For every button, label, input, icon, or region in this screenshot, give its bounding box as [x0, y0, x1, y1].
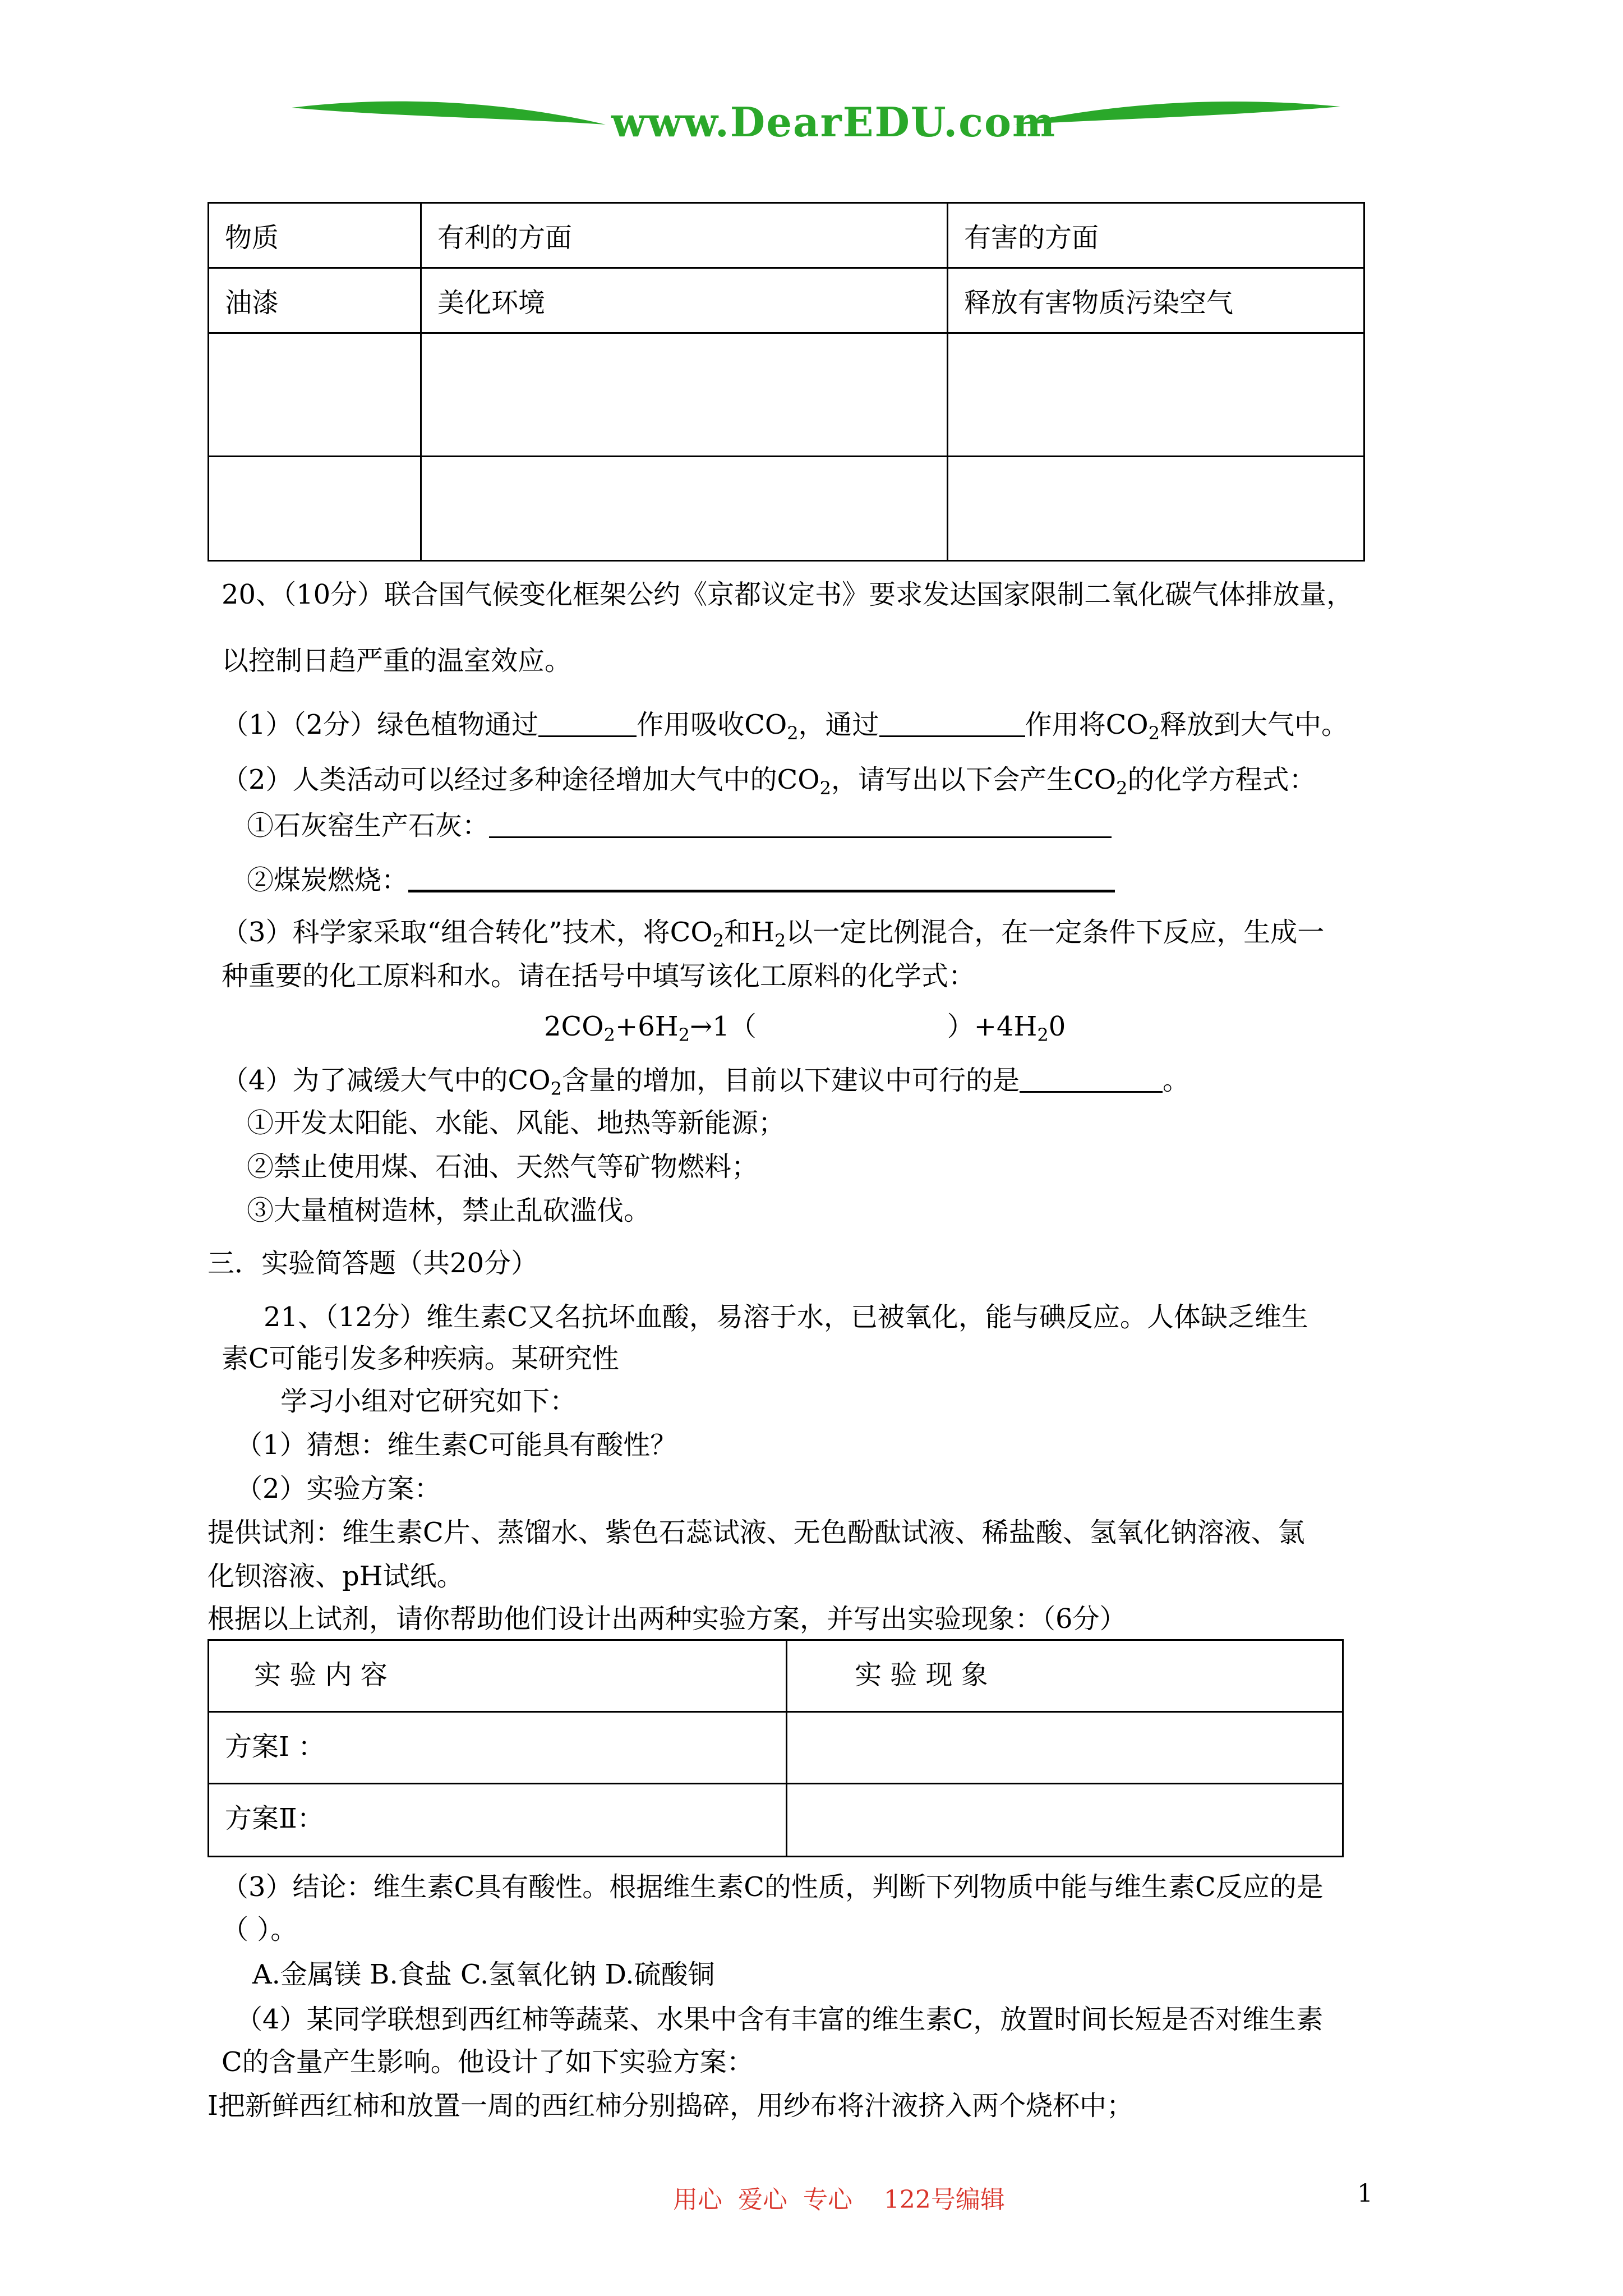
- table-row: [209, 268, 1364, 333]
- subscript: 2: [1148, 723, 1160, 744]
- q20-part1-text: ，通过: [798, 709, 879, 740]
- subscript: 2: [712, 930, 725, 951]
- subscript: 2: [603, 1024, 615, 1046]
- q21-part2: （2）实验方案：: [236, 1473, 441, 1504]
- subscript: 2: [787, 723, 799, 744]
- q20-part2: [222, 763, 1316, 805]
- answer-blank[interactable]: [1020, 1064, 1163, 1093]
- table-cell[interactable]: [209, 333, 421, 457]
- equation-text: 0: [1048, 1011, 1066, 1042]
- q20-part4-text: 含量的增加，目前以下建议中可行的是: [561, 1065, 1020, 1096]
- table-header-cell: 有利的方面: [421, 203, 948, 268]
- q20-part1: [222, 708, 1348, 750]
- table-row: [209, 1784, 1343, 1857]
- subscript: 2: [678, 1024, 690, 1046]
- q20-part2-i: [247, 809, 1112, 843]
- equation-text: 2CO: [544, 1011, 604, 1042]
- footer-text: 用心 爱心 专心 122号编辑: [673, 2185, 1005, 2214]
- q20-option-3: ③大量植树造林，禁止乱砍滥伐。: [247, 1195, 651, 1226]
- q20-part3-line1: [222, 915, 1324, 958]
- q21-line1: 21、（12分）维生素C又名抗坏血酸，易溶于水，已被氧化，能与碘反应。人体缺乏维生: [264, 1301, 1308, 1333]
- page-number: 1: [1357, 2179, 1373, 2208]
- q21-step1: Ⅰ把新鲜西红柿和放置一周的西红柿分别捣碎，用纱布将汁液挤入两个烧杯中；: [208, 2090, 1133, 2122]
- experiment-table: [208, 1639, 1344, 1857]
- q20-part1-text: （1）（2分）绿色植物通过: [222, 709, 539, 740]
- equation-text: ）+4H: [947, 1011, 1038, 1042]
- subscript: 2: [774, 930, 786, 951]
- chemical-equation: [544, 1010, 1066, 1052]
- table-row: [209, 333, 1364, 457]
- table-cell[interactable]: [948, 457, 1364, 561]
- equation-text: →1（: [689, 1011, 757, 1042]
- table-header-cell: 有害的方面: [948, 203, 1364, 268]
- table-row: [209, 1712, 1343, 1784]
- q20-option-2: ②禁止使用煤、石油、天然气等矿物燃料；: [247, 1151, 759, 1182]
- left-swoosh-icon: [292, 102, 606, 125]
- table-cell[interactable]: [787, 1784, 1343, 1857]
- q21-part1: （1）猜想：维生素C可能具有酸性？: [236, 1429, 677, 1461]
- q20-part2-ii: [247, 863, 1115, 897]
- q20-part2-text: 的化学方程式：: [1127, 764, 1316, 795]
- q21-reagents-line2: 化钡溶液、pH试纸。: [208, 1561, 464, 1592]
- q20-part4: [222, 1064, 1189, 1106]
- table-row: [209, 203, 1364, 268]
- table-row: [209, 457, 1364, 561]
- subscript: 2: [819, 777, 831, 799]
- table-cell[interactable]: [421, 457, 948, 561]
- q21-line3: 学习小组对它研究如下：: [280, 1386, 577, 1417]
- q20-part3-text: 以一定比例混合，在一定条件下反应，生成一: [786, 917, 1325, 948]
- table-cell: 释放有害物质污染空气: [948, 268, 1364, 333]
- table-row: [209, 1640, 1343, 1712]
- q20-part2-i-label: ①石灰窑生产石灰：: [247, 810, 490, 841]
- answer-blank[interactable]: [538, 708, 637, 737]
- q20-part2-ii-label: ②煤炭燃烧：: [247, 864, 409, 896]
- table-cell[interactable]: [948, 333, 1364, 457]
- q20-part3-text: 和H: [724, 917, 774, 948]
- section-title: 三．实验简答题（共20分）: [208, 1248, 538, 1279]
- equation-text: +6H: [615, 1011, 679, 1042]
- substance-table: [208, 202, 1365, 562]
- q20-part2-text: （2）人类活动可以经过多种途径增加大气中的CO: [222, 764, 820, 795]
- right-swoosh-icon: [1015, 102, 1340, 125]
- q20-part1-text: 作用将CO: [1025, 709, 1149, 740]
- table-header-cell: 实 验 现 象: [787, 1640, 1343, 1712]
- table-cell[interactable]: [209, 457, 421, 561]
- q20-part1-text: 释放到大气中。: [1160, 709, 1349, 740]
- subscript: 2: [1037, 1024, 1049, 1046]
- table-cell: 油漆: [209, 268, 421, 333]
- table-cell[interactable]: 方案Ⅱ：: [209, 1784, 787, 1857]
- table-cell[interactable]: 方案Ⅰ ：: [209, 1712, 787, 1784]
- q20-option-1: ①开发太阳能、水能、风能、地热等新能源；: [247, 1107, 786, 1139]
- subscript: 2: [1116, 777, 1128, 799]
- table-cell: 美化环境: [421, 268, 948, 333]
- subscript: 2: [550, 1078, 562, 1099]
- answer-blank[interactable]: [879, 708, 1025, 737]
- q21-reagents-line1: 提供试剂：维生素C片、蒸馏水、紫色石蕊试液、无色酚酞试液、稀盐酸、氢氧化钠溶液、氯: [208, 1517, 1305, 1548]
- q20-part3-text: （3）科学家采取“组合转化”技术，将CO: [222, 917, 713, 948]
- table-cell[interactable]: [421, 333, 948, 457]
- table-header-cell: 实 验 内 容: [209, 1640, 787, 1712]
- table-header-cell: 物质: [209, 203, 421, 268]
- q20-part4-text: 。: [1163, 1065, 1190, 1096]
- q20-part2-text: ，请写出以下会产生CO: [831, 764, 1117, 795]
- q21-part4-line1: （4）某同学联想到西红柿等蔬菜、水果中含有丰富的维生素C，放置时间长短是否对维生素: [236, 2004, 1324, 2035]
- q20-part3-line2: 种重要的化工原料和水。请在括号中填写该化工原料的化学式：: [222, 960, 976, 992]
- table-cell[interactable]: [787, 1712, 1343, 1784]
- q21-line2: 素C可能引发多种疾病。某研究性: [222, 1343, 619, 1374]
- q21-part3-options: A.金属镁 B.食盐 C.氢氧化钠 D.硫酸铜: [252, 1959, 715, 1990]
- q21-part3-line2: （ ）。: [222, 1914, 298, 1945]
- q21-part3-line1: （3）结论：维生素C具有酸性。根据维生素C的性质，判断下列物质中能与维生素C反应的是: [222, 1871, 1324, 1903]
- q20-part4-text: （4）为了减缓大气中的CO: [222, 1065, 551, 1096]
- answer-blank[interactable]: [408, 863, 1115, 892]
- q20-intro-line2: 以控制日趋严重的温室效应。: [222, 645, 572, 677]
- site-logo[interactable]: www.DearEDU.com: [611, 98, 1057, 146]
- q21-design-prompt: 根据以上试剂，请你帮助他们设计出两种实验方案，并写出实验现象：（6分）: [208, 1603, 1127, 1635]
- q20-part1-text: 作用吸收CO: [637, 709, 787, 740]
- q21-part4-line2: C的含量产生影响。他设计了如下实验方案：: [222, 2046, 754, 2078]
- q20-intro-line1: 20、（10分）联合国气候变化框架公约《京都议定书》要求发达国家限制二氧化碳气体排放量，: [222, 579, 1354, 610]
- answer-blank[interactable]: [489, 809, 1112, 838]
